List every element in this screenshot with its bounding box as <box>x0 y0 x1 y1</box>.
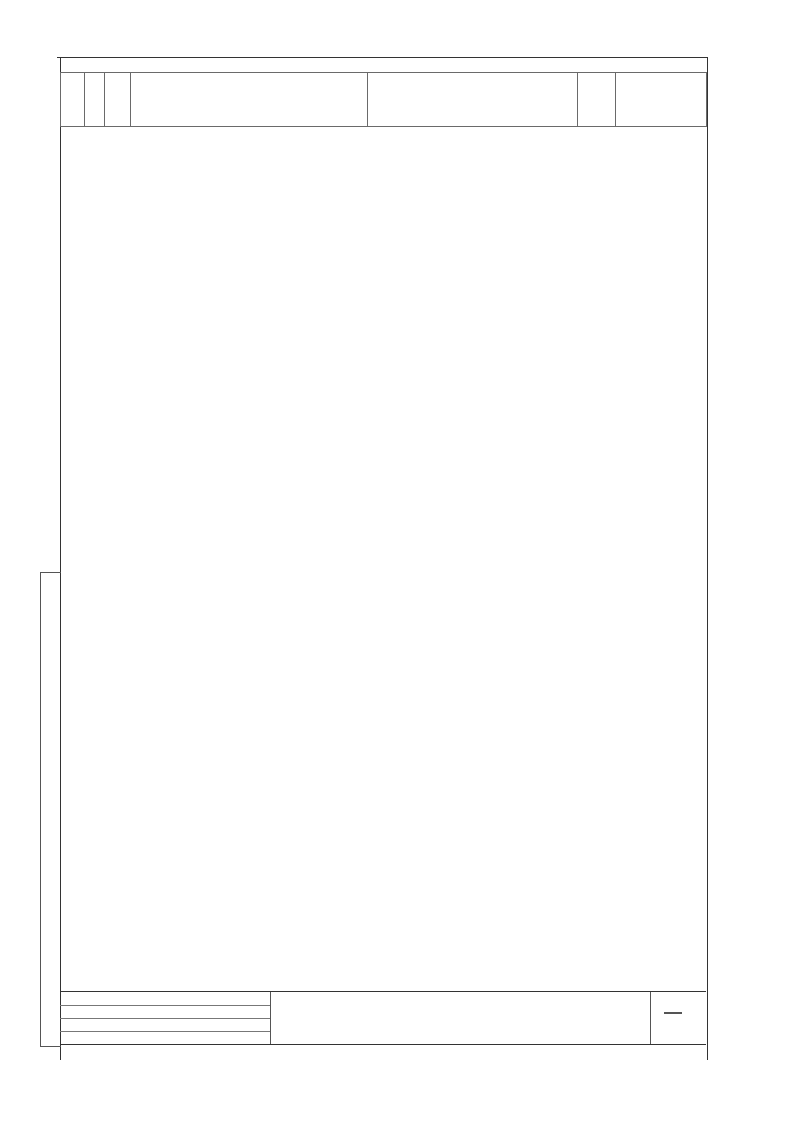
header-pos <box>105 73 131 127</box>
title-block <box>60 991 706 1045</box>
header-zone <box>85 73 105 127</box>
header-designation <box>131 73 368 127</box>
header-format <box>61 73 85 127</box>
stamp-labels <box>62 1028 92 1038</box>
header-note <box>616 73 707 127</box>
specification-table <box>60 72 707 127</box>
stamp-line <box>60 1005 270 1006</box>
sheet-frame <box>60 57 708 1060</box>
table-header <box>61 73 707 127</box>
header-name <box>368 73 578 127</box>
stamp-line <box>60 1018 270 1019</box>
stamp-divider <box>270 992 271 1044</box>
margin-strip <box>40 572 61 1047</box>
sheet-number <box>664 1012 682 1014</box>
stamp-divider <box>650 992 651 1044</box>
header-qty <box>578 73 616 127</box>
